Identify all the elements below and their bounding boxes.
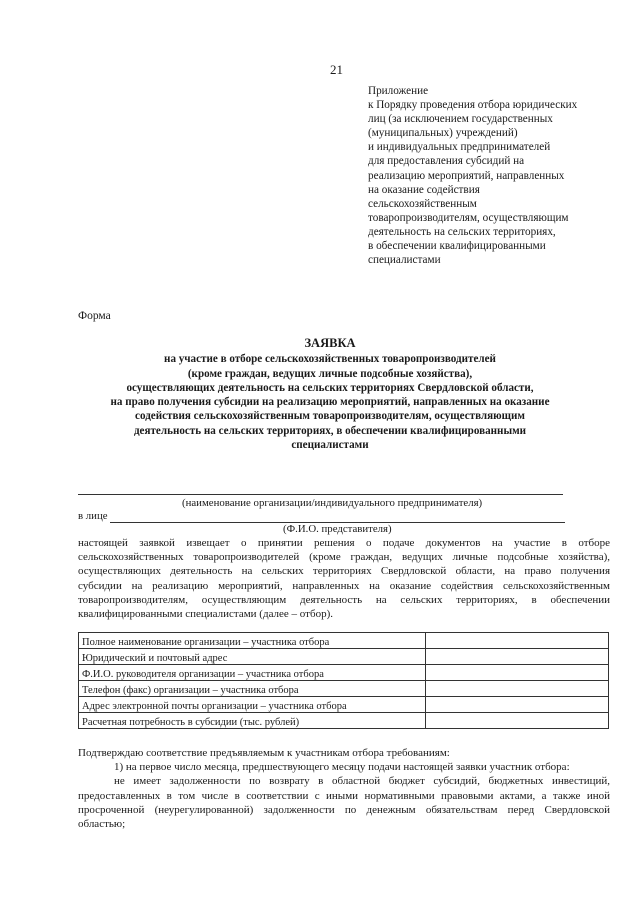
- table-row-value[interactable]: [426, 665, 609, 681]
- appendix-line: Приложение: [368, 85, 429, 97]
- table-row-value[interactable]: [426, 681, 609, 697]
- table-row-label: Телефон (факс) организации – участника отбора: [79, 681, 426, 697]
- appendix-line: лиц (за исключением государственных: [368, 113, 553, 126]
- org-name-caption: (наименование организации/индивидуального предпринимателя): [182, 497, 483, 509]
- appendix-line: на оказание содействия: [368, 183, 480, 196]
- notice-line: осуществляющих деятельность на сельских территориях Свердловской области, на право получения: [78, 565, 610, 578]
- requirement-item-1: 1) на первое число месяца, предшествующего месяцу подачи настоящей заявки участник отбора:: [114, 761, 570, 774]
- appendix-line: и индивидуальных предпринимателей: [368, 141, 551, 154]
- table-row: [79, 649, 609, 665]
- heading-line: специалистами: [291, 439, 369, 452]
- requirements-section: [78, 746, 610, 831]
- heading-title: ЗАЯВКА: [304, 336, 356, 350]
- table-row: [79, 633, 609, 649]
- table-row: [79, 681, 609, 697]
- notice-paragraph: [78, 536, 610, 621]
- requirement-item-line: просроченной (неурегулированной) задолженности по денежным обязательствам перед Свердловской: [78, 803, 610, 816]
- table-row-value[interactable]: [426, 713, 609, 729]
- document-heading: [60, 336, 600, 452]
- heading-line: содействия сельскохозяйственным товаропроизводителям, осуществляющим: [135, 410, 525, 423]
- table-row-label: Адрес электронной почты организации – участника отбора: [79, 697, 426, 713]
- table-row: [79, 697, 609, 713]
- appendix-line: (муниципальных) учреждений): [368, 127, 518, 140]
- table-row-value[interactable]: [426, 697, 609, 713]
- notice-line: сельскохозяйственных товаропроизводителей (кроме граждан, ведущих личные подсобные хозяйства),: [78, 551, 610, 564]
- notice-line: квалифицированными специалистами (далее – отбор).: [78, 608, 333, 621]
- table-row-value[interactable]: [426, 633, 609, 649]
- appendix-line: в обеспечении квалифицированными: [368, 240, 546, 253]
- notice-line: субсидии на реализацию мероприятий, направленных на оказание содействия сельскохозяйственным: [78, 579, 610, 592]
- org-name-field[interactable]: [78, 494, 563, 495]
- participant-info-table: [78, 632, 609, 729]
- table-row-label: Полное наименование организации – участника отбора: [79, 633, 426, 649]
- table-row-label: Юридический и почтовый адрес: [79, 649, 426, 665]
- appendix-line: реализацию мероприятий, направленных: [368, 169, 565, 182]
- heading-line: (кроме граждан, ведущих личные подсобные хозяйства),: [187, 367, 473, 380]
- form-label: Форма: [78, 310, 111, 322]
- requirement-item-line: областью;: [78, 818, 126, 831]
- heading-line: деятельность на сельских территориях, в обеспечении квалифицированными: [133, 424, 527, 437]
- table-row-value[interactable]: [426, 649, 609, 665]
- appendix-line: деятельность на сельских территориях,: [368, 225, 556, 238]
- confirm-text: Подтверждаю соответствие предъявляемым к участникам отбора требованиям:: [78, 747, 450, 759]
- requirement-item-line: не имеет задолженности по возврату в областной бюджет субсидий, бюджетных инвестиций,: [114, 775, 610, 788]
- heading-line: осуществляющих деятельность на сельских территориях Свердловской области,: [126, 381, 534, 394]
- representative-caption: (Ф.И.О. представителя): [283, 523, 392, 535]
- notice-line: настоящей заявкой извещает о принятии решения о подаче документов на участие в отборе: [78, 537, 610, 549]
- appendix-line: к Порядку проведения отбора юридических: [368, 99, 578, 112]
- appendix-line: сельскохозяйственным: [368, 197, 477, 210]
- table-row: [79, 665, 609, 681]
- table-row-label: Расчетная потребность в субсидии (тыс. рублей): [79, 713, 426, 729]
- appendix-line: товаропроизводителям, осуществляющим: [368, 211, 569, 224]
- notice-line: товаропроизводителям, осуществляющим деятельность на сельских территориях, в обеспечении: [78, 593, 610, 606]
- heading-line: на участие в отборе сельскохозяйственных товаропроизводителей: [164, 353, 496, 366]
- table-row-label: Ф.И.О. руководителя организации – участника отбора: [79, 665, 426, 681]
- page-number: 21: [330, 62, 343, 77]
- in-person-label: в лице: [78, 510, 108, 522]
- appendix-note: [368, 84, 633, 267]
- heading-line: на право получения субсидии на реализацию мероприятий, направленных на оказание: [110, 396, 550, 409]
- appendix-line: для предоставления субсидий на: [368, 155, 525, 168]
- table-row: [79, 713, 609, 729]
- appendix-line: специалистами: [368, 254, 441, 267]
- requirement-item-line: предоставленных в том числе в соответствии с иными нормативными правовыми актами, а также иной: [78, 789, 610, 802]
